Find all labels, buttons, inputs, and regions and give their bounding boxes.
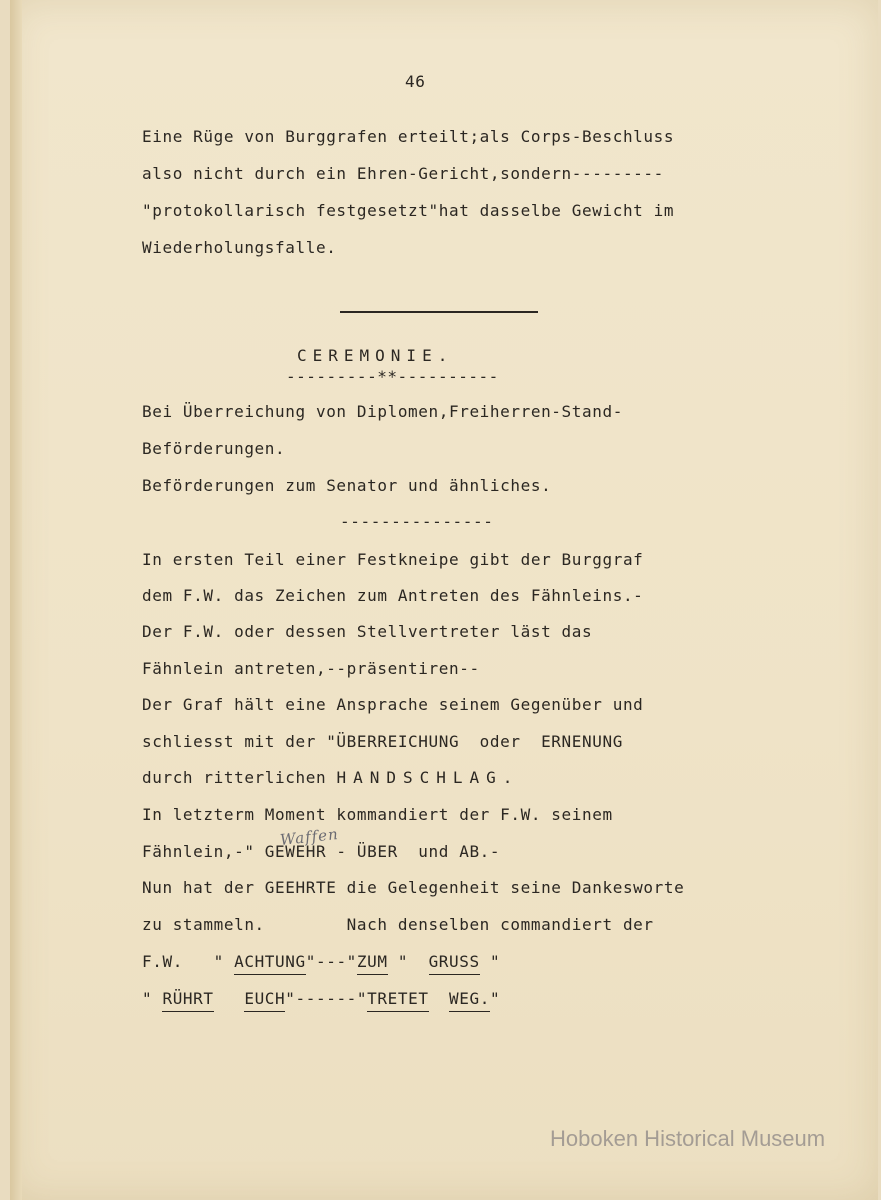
- command-gruss: GRUSS: [429, 952, 480, 975]
- subheading-line-1: Bei Überreichung von Diplomen,Freiherren-Stand-: [142, 402, 623, 421]
- command-line-1: [142, 952, 500, 971]
- section-divider: [340, 311, 538, 313]
- handschlag-word: HANDSCHLAG.: [336, 768, 520, 787]
- command-euch: EUCH: [244, 989, 285, 1012]
- body-line-7: [142, 768, 519, 787]
- command-prefix: F.W. ": [142, 952, 235, 971]
- page-number: 46: [405, 72, 426, 91]
- command-weg: WEG.: [449, 989, 490, 1012]
- body-line-10: Nun hat der GEEHRTE die Gelegenheit seine Dankesworte: [142, 878, 685, 897]
- intro-line-3: "protokollarisch festgesetzt"hat dasselbe Gewicht im: [142, 201, 675, 220]
- intro-line-1: Eine Rüge von Burggrafen erteilt;als Corps-Beschluss: [142, 127, 675, 146]
- body-line-8: In letzterm Moment kommandiert der F.W. seinem: [142, 805, 613, 824]
- command-sep: [429, 989, 449, 1008]
- command-sep: ": [387, 952, 429, 971]
- dashed-separator: ---------------: [340, 512, 494, 531]
- command-sep: ": [479, 952, 501, 971]
- command-sep: [214, 989, 245, 1008]
- command-sep: ": [489, 989, 501, 1008]
- command-sep: "---": [305, 952, 357, 971]
- command-sep: "------": [285, 989, 368, 1008]
- command-achtung: ACHTUNG: [234, 952, 306, 975]
- body-line-4: Fähnlein antreten,--präsentiren--: [142, 659, 480, 678]
- museum-watermark: Hoboken Historical Museum: [550, 1126, 826, 1151]
- command-zum: ZUM: [357, 952, 388, 975]
- intro-line-2: also nicht durch ein Ehren-Gericht,sondern---------: [142, 164, 664, 183]
- handwritten-annotation: Waffen: [279, 824, 340, 850]
- command-tretet: TRETET: [367, 989, 428, 1012]
- command-prefix: ": [142, 989, 163, 1008]
- document-page: [10, 0, 878, 1200]
- section-title-ornament: ---------**----------: [286, 367, 499, 386]
- body-line-7-text: durch ritterlichen: [142, 768, 337, 787]
- body-line-9: Fähnlein,-" GEWEHR - ÜBER und AB.-: [142, 842, 501, 861]
- command-ruehrt: RÜHRT: [162, 989, 213, 1012]
- command-line-2: [142, 989, 500, 1008]
- subheading-line-3: Beförderungen zum Senator und ähnliches.: [142, 476, 552, 495]
- body-line-1: In ersten Teil einer Festkneipe gibt der Burggraf: [142, 550, 644, 569]
- body-line-6: schliesst mit der "ÜBERREICHUNG oder ERNENUNG: [142, 732, 623, 751]
- subheading-line-2: Beförderungen.: [142, 439, 286, 458]
- intro-line-4: Wiederholungsfalle.: [142, 238, 337, 257]
- body-line-3: Der F.W. oder dessen Stellvertreter läst das: [142, 622, 593, 641]
- body-line-5: Der Graf hält eine Ansprache seinem Gegenüber und: [142, 695, 644, 714]
- section-title: CEREMONIE.: [297, 346, 454, 365]
- body-line-2: dem F.W. das Zeichen zum Antreten des Fähnleins.-: [142, 586, 644, 605]
- page-edge: [10, 0, 22, 1200]
- body-line-11: zu stammeln. Nach denselben commandiert der: [142, 915, 654, 934]
